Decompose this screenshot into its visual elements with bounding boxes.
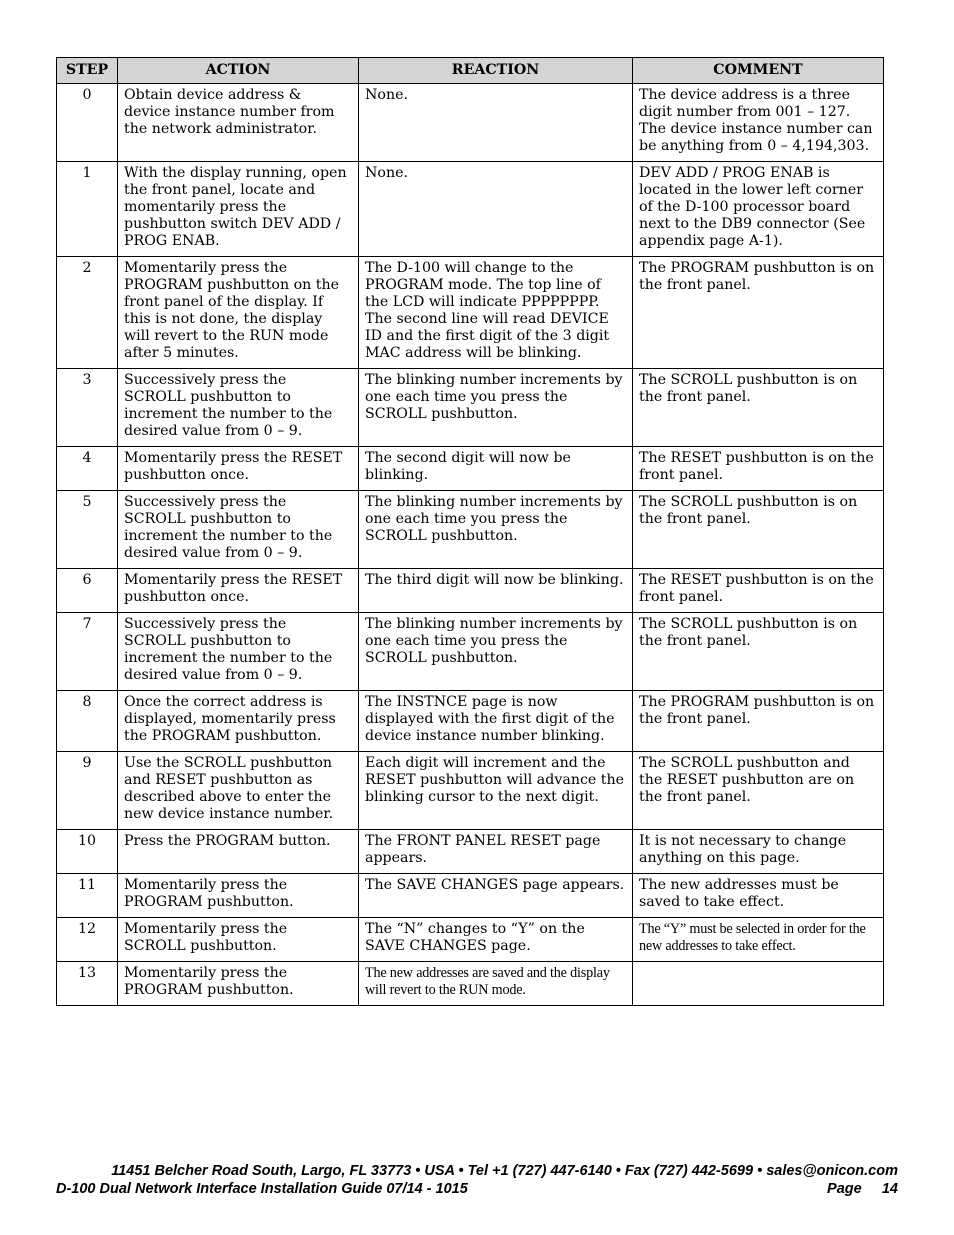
step-action: Once the correct address is displayed, momentarily press the PROGRAM pushbutton. — [118, 691, 359, 752]
footer-doc-line — [56, 1180, 898, 1198]
step-action: Momentarily press the PROGRAM pushbutton. — [118, 962, 359, 1006]
step-number: 12 — [57, 918, 118, 962]
table-row — [57, 874, 884, 918]
step-action: Successively press the SCROLL pushbutton to increment the number to the desired value from 0 – 9. — [118, 613, 359, 691]
header-comment: COMMENT — [633, 58, 884, 84]
step-reaction: None. — [359, 84, 633, 162]
footer-page-label: Page — [827, 1181, 862, 1197]
step-number: 2 — [57, 257, 118, 369]
table-row — [57, 369, 884, 447]
table-row — [57, 752, 884, 830]
table-row — [57, 257, 884, 369]
step-comment: The PROGRAM pushbutton is on the front panel. — [633, 257, 884, 369]
step-number: 11 — [57, 874, 118, 918]
footer-page — [827, 1180, 898, 1198]
step-reaction: The INSTNCE page is now displayed with the first digit of the device instance number blinking. — [359, 691, 633, 752]
step-reaction: None. — [359, 162, 633, 257]
step-reaction: The “N” changes to “Y” on the SAVE CHANGES page. — [359, 918, 633, 962]
step-reaction: The blinking number increments by one each time you press the SCROLL pushbutton. — [359, 613, 633, 691]
table-header-row — [57, 58, 884, 84]
step-number: 3 — [57, 369, 118, 447]
step-comment: The “Y” must be selected in order for the new addresses to take effect. — [633, 918, 884, 962]
table-row — [57, 613, 884, 691]
step-reaction: The third digit will now be blinking. — [359, 569, 633, 613]
step-action: Momentarily press the RESET pushbutton once. — [118, 569, 359, 613]
step-action: Use the SCROLL pushbutton and RESET pushbutton as described above to enter the new device instance number. — [118, 752, 359, 830]
header-action: ACTION — [118, 58, 359, 84]
footer-page-number: 14 — [881, 1181, 898, 1197]
step-action: Momentarily press the PROGRAM pushbutton. — [118, 874, 359, 918]
step-comment — [633, 962, 884, 1006]
procedure-table — [56, 57, 884, 1006]
step-number: 4 — [57, 447, 118, 491]
step-number: 5 — [57, 491, 118, 569]
table-row — [57, 569, 884, 613]
table-row — [57, 830, 884, 874]
table-row — [57, 162, 884, 257]
step-action: Obtain device address & device instance number from the network administrator. — [118, 84, 359, 162]
step-action: Successively press the SCROLL pushbutton to increment the number to the desired value from 0 – 9. — [118, 369, 359, 447]
step-number: 8 — [57, 691, 118, 752]
step-comment: The SCROLL pushbutton is on the front panel. — [633, 491, 884, 569]
step-action: Momentarily press the SCROLL pushbutton. — [118, 918, 359, 962]
step-comment: The SCROLL pushbutton is on the front panel. — [633, 369, 884, 447]
step-comment: The device address is a three digit number from 001 – 127. The device instance number can be anything from 0 – 4,194,303. — [633, 84, 884, 162]
step-reaction: The blinking number increments by one each time you press the SCROLL pushbutton. — [359, 491, 633, 569]
step-number: 6 — [57, 569, 118, 613]
step-reaction: The blinking number increments by one each time you press the SCROLL pushbutton. — [359, 369, 633, 447]
header-step: STEP — [57, 58, 118, 84]
step-comment: DEV ADD / PROG ENAB is located in the lower left corner of the D-100 processor board next to the DB9 connector (See appendix page A-1). — [633, 162, 884, 257]
step-comment: The new addresses must be saved to take effect. — [633, 874, 884, 918]
step-reaction: The FRONT PANEL RESET page appears. — [359, 830, 633, 874]
step-number: 9 — [57, 752, 118, 830]
step-reaction: The new addresses are saved and the display will revert to the RUN mode. — [359, 962, 633, 1006]
table-row — [57, 691, 884, 752]
step-comment: It is not necessary to change anything on this page. — [633, 830, 884, 874]
step-comment: The PROGRAM pushbutton is on the front panel. — [633, 691, 884, 752]
table-row — [57, 84, 884, 162]
footer-address: 11451 Belcher Road South, Largo, FL 33773 • USA • Tel +1 (727) 447-6140 • Fax (727) 442-5699 • sales@onicon.com — [111, 1163, 898, 1179]
step-comment: The RESET pushbutton is on the front panel. — [633, 447, 884, 491]
step-number: 0 — [57, 84, 118, 162]
step-number: 7 — [57, 613, 118, 691]
step-reaction: The second digit will now be blinking. — [359, 447, 633, 491]
header-reaction: REACTION — [359, 58, 633, 84]
step-number: 13 — [57, 962, 118, 1006]
step-comment: The SCROLL pushbutton and the RESET pushbutton are on the front panel. — [633, 752, 884, 830]
step-reaction: The D-100 will change to the PROGRAM mode. The top line of the LCD will indicate PPPPPPPP. The second line will read DEVICE ID and the first digit of the 3 digit MAC address will be blinking. — [359, 257, 633, 369]
footer-doc-title: D-100 Dual Network Interface Installation Guide 07/14 - 1015 — [56, 1181, 468, 1197]
step-action: With the display running, open the front panel, locate and momentarily press the pushbutton switch DEV ADD / PROG ENAB. — [118, 162, 359, 257]
step-number: 10 — [57, 830, 118, 874]
table-row — [57, 918, 884, 962]
step-reaction: The SAVE CHANGES page appears. — [359, 874, 633, 918]
step-action: Successively press the SCROLL pushbutton to increment the number to the desired value from 0 – 9. — [118, 491, 359, 569]
step-action: Momentarily press the RESET pushbutton once. — [118, 447, 359, 491]
table-row — [57, 447, 884, 491]
step-comment: The SCROLL pushbutton is on the front panel. — [633, 613, 884, 691]
step-number: 1 — [57, 162, 118, 257]
table-row — [57, 491, 884, 569]
step-action: Momentarily press the PROGRAM pushbutton on the front panel of the display. If this is not done, the display will revert to the RUN mode after 5 minutes. — [118, 257, 359, 369]
table-row — [57, 962, 884, 1006]
step-action: Press the PROGRAM button. — [118, 830, 359, 874]
step-comment: The RESET pushbutton is on the front panel. — [633, 569, 884, 613]
step-reaction: Each digit will increment and the RESET pushbutton will advance the blinking cursor to the next digit. — [359, 752, 633, 830]
